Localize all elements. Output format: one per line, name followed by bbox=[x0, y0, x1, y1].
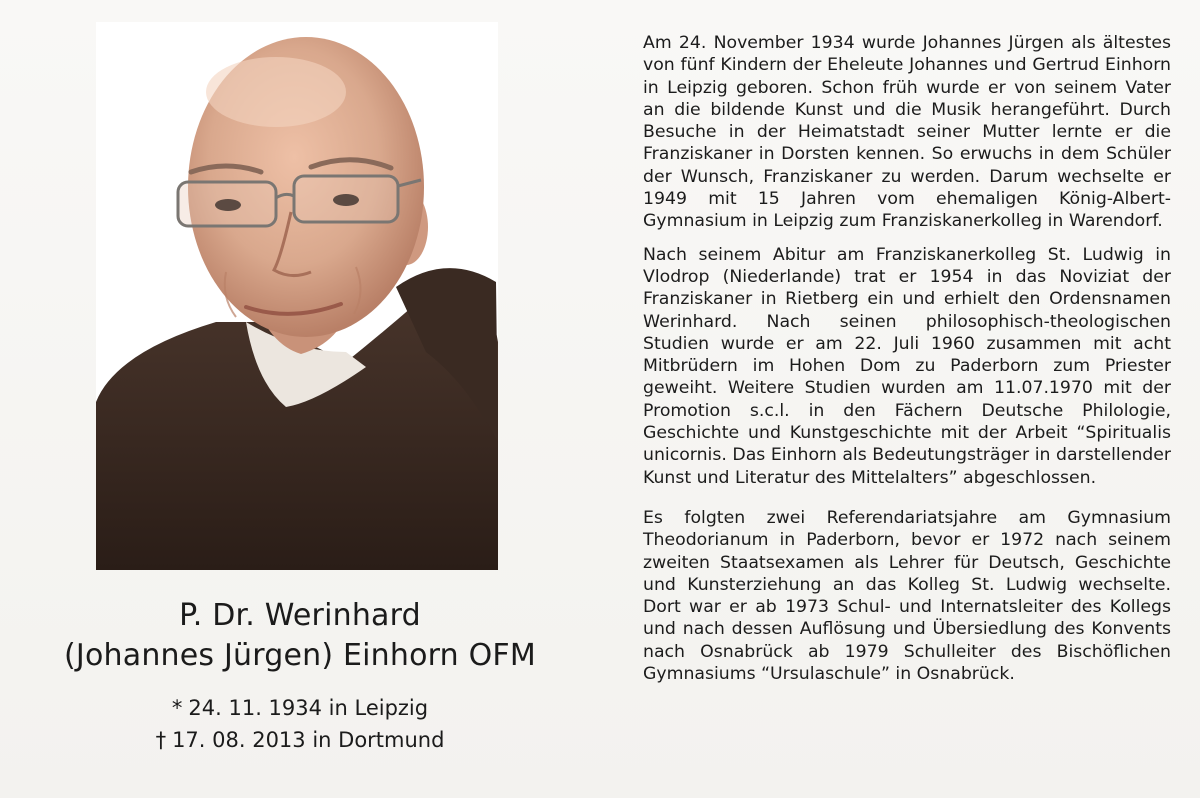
name-block bbox=[60, 596, 540, 756]
bio-paragraph-2: Nach seinem Abitur am Franziskanerkolleg St. Ludwig in Vlodrop (Niederlande) trat er 1954 in das Noviziat der Franziskaner in Rietberg ein und erhielt den Ordensnamen Werinhard. Nach seinen philosophisch-theologischen Studien wurde er am 22. Juli 1960 zusammen mit acht Mitbrüdern im Hohen Dom zu Paderborn zum Priester geweiht. Weitere Studien wurden am 11.07.1970 mit der Promotion s.c.l. in den Fächern Deutsche Philologie, Geschichte und Kunstgeschichte mit der Arbeit “Spiritualis unicornis. Das Einhorn als Bedeutungsträger in darstellender Kunst und Literatur des Mittelalters” abgeschlossen. bbox=[643, 244, 1171, 488]
death-cross-icon: † bbox=[155, 728, 167, 752]
birth-line bbox=[60, 692, 540, 724]
name-title: P. Dr. Werinhard bbox=[179, 598, 421, 633]
birth-symbol: * bbox=[171, 696, 183, 720]
bio-paragraph-1: Am 24. November 1934 wurde Johannes Jürgen als ältestes von fünf Kindern der Eheleute Johannes und Gertrud Einhorn in Leipzig geboren. Schon früh wurde er von seinem Vater an die bildende Kunst und die Musik herangeführt. Durch Besuche in der Heimatstadt seiner Mutter lernte er die Franziskaner in Dorsten kennen. So erwuchs in dem Schüler der Wunsch, Franziskaner zu werden. Darum wechselte er 1949 mit 15 Jahren vom ehemaligen König-Albert-Gymnasium in Leipzig zum Franziskanerkolleg in Warendorf. bbox=[643, 33, 1171, 232]
name-full: (Johannes Jürgen) Einhorn OFM bbox=[64, 638, 536, 673]
portrait-photo bbox=[96, 22, 498, 570]
biography bbox=[643, 32, 1171, 685]
birth-date: 24. 11. 1934 in Leipzig bbox=[188, 696, 429, 720]
death-line bbox=[60, 724, 540, 756]
life-dates bbox=[60, 692, 540, 756]
portrait-illustration bbox=[96, 22, 498, 570]
death-date: 17. 08. 2013 in Dortmund bbox=[172, 728, 445, 752]
bio-paragraph-3: Es folgten zwei Referendariatsjahre am Gymnasium Theodorianum in Paderborn, bevor er 1972 nach seinem zweiten Staatsexamen als Lehrer für Deutsch, Geschichte und Kunsterziehung an das Kolleg St. Ludwig wechselte. Dort war er ab 1973 Schul- und Internatsleiter des Kollegs und nach dessen Auflösung und Übersiedlung des Konvents nach Osnabrück ab 1979 Schulleiter des Bischöflichen Gymnasiums “Ursulaschule” in Osnabrück. bbox=[643, 507, 1171, 685]
